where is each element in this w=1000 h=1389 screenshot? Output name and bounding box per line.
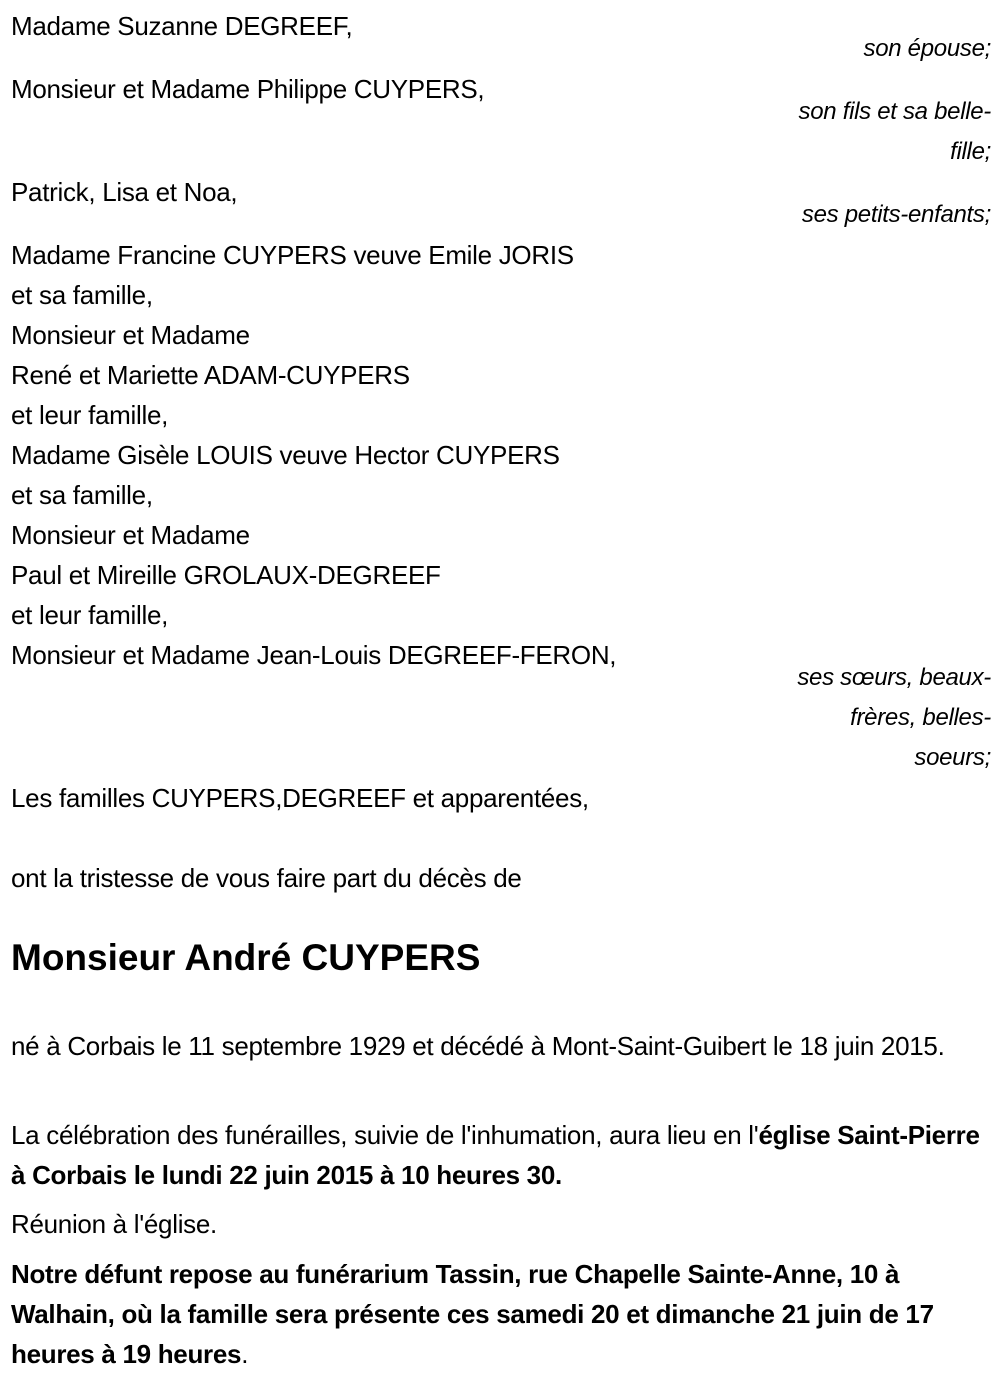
family-member-line: Madame Francine CUYPERS veuve Emile JORIS xyxy=(11,240,574,270)
family-member-line: Les familles CUYPERS,DEGREEF et apparentées, xyxy=(11,783,589,813)
relation-label: frères, belles- xyxy=(850,704,991,731)
reunion-text: Réunion à l'église. xyxy=(11,1209,217,1239)
family-member-line: Monsieur et Madame xyxy=(11,320,250,350)
deceased-name: Monsieur André CUYPERS xyxy=(11,937,481,978)
birth-death-text: né à Corbais le 11 septembre 1929 et décédé à Mont-Saint-Guibert le 18 juin 2015. xyxy=(11,1031,945,1061)
family-member-line: Monsieur et Madame Jean-Louis DEGREEF-FERON, xyxy=(11,640,617,670)
ceremony-text xyxy=(11,1115,991,1195)
family-member-line: Monsieur et Madame Philippe CUYPERS, xyxy=(11,74,485,104)
relation-label: ses sœurs, beaux- xyxy=(797,664,991,691)
relation-label: son épouse; xyxy=(863,35,991,62)
family-member-line: et leur famille, xyxy=(11,600,169,630)
visitation-details: Notre défunt repose au funérarium Tassin, rue Chapelle Sainte-Anne, 10 à Walhain, où la famille sera présente ces samedi 20 et dimanche 21 juin de 17 heures à 19 heures xyxy=(11,1259,934,1369)
family-member-line: et sa famille, xyxy=(11,280,153,310)
family-member-line: René et Mariette ADAM-CUYPERS xyxy=(11,360,410,390)
relation-label: ses petits-enfants; xyxy=(801,201,991,228)
family-member-line: et leur famille, xyxy=(11,400,169,430)
family-member-line: Madame Suzanne DEGREEF, xyxy=(11,11,353,41)
ceremony-intro: La célébration des funérailles, suivie de l'inhumation, aura lieu en l' xyxy=(11,1120,759,1150)
relation-label: soeurs; xyxy=(914,744,991,771)
family-member-line: Madame Gisèle LOUIS veuve Hector CUYPERS xyxy=(11,440,560,470)
ceremony-location-time: église Saint-Pierre à Corbais le lundi 22 juin 2015 à 10 heures 30. xyxy=(11,1120,980,1190)
family-member-line: Patrick, Lisa et Noa, xyxy=(11,177,238,207)
family-member-line: Paul et Mireille GROLAUX-DEGREEF xyxy=(11,560,441,590)
family-member-line: et sa famille, xyxy=(11,480,153,510)
visitation-end: . xyxy=(241,1339,249,1369)
announcement-text: ont la tristesse de vous faire part du décès de xyxy=(11,863,522,893)
family-member-line: Monsieur et Madame xyxy=(11,520,250,550)
relation-label: son fils et sa belle- xyxy=(798,98,991,125)
relation-label: fille; xyxy=(950,138,991,165)
visitation-text xyxy=(11,1254,991,1374)
